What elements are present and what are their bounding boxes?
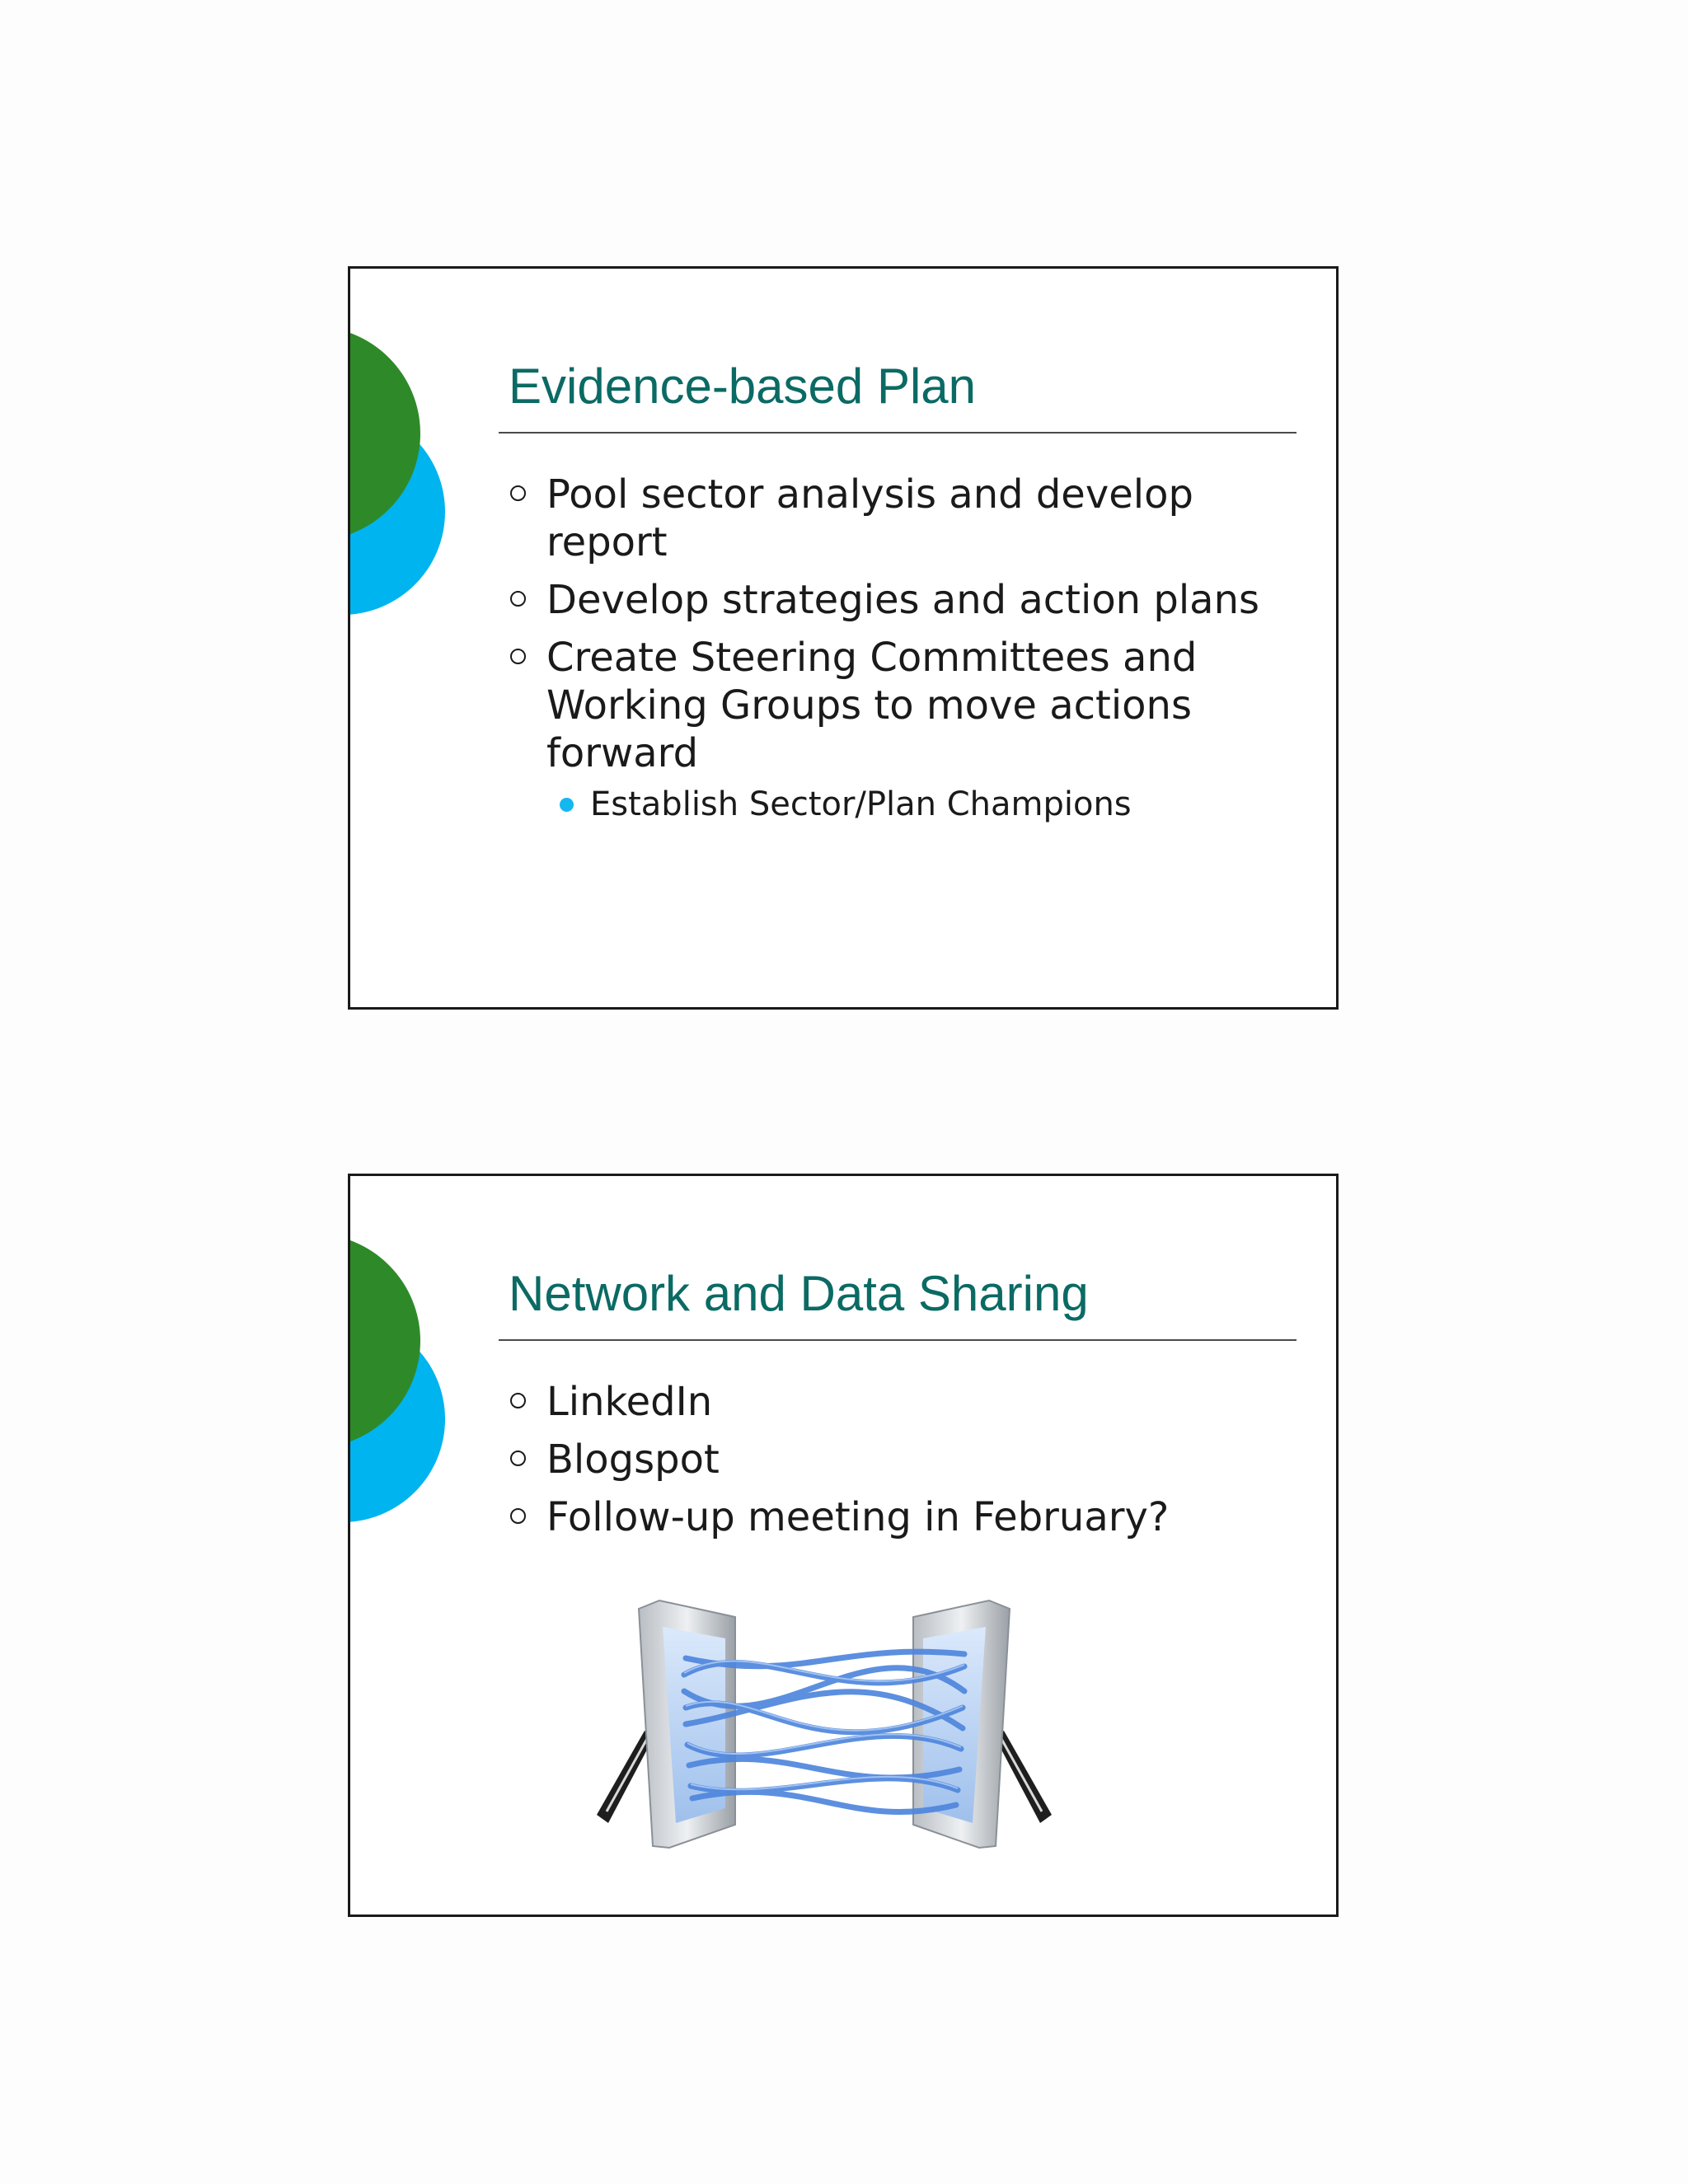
bullet-item — [509, 576, 1300, 624]
bullet-text: Create Steering Committees and — [546, 635, 1198, 681]
bullet-list — [509, 471, 1300, 825]
slide-title: Evidence-based Plan — [509, 359, 977, 414]
bullet-text: forward — [546, 730, 699, 776]
bullet-item — [509, 634, 1300, 777]
networked-monitors-image — [593, 1584, 1055, 1856]
bullet-item — [509, 1436, 1300, 1483]
title-underline — [499, 1339, 1296, 1341]
corner-circles-decoration — [350, 1176, 449, 1572]
bullet-text: report — [546, 519, 668, 565]
corner-circles-decoration — [350, 269, 449, 664]
hollow-circle-bullet-icon — [510, 485, 526, 501]
bullet-item — [509, 1493, 1300, 1541]
sub-bullet-text: Establish Sector/Plan Champions — [590, 785, 1132, 823]
hollow-circle-bullet-icon — [510, 1451, 526, 1466]
right-monitor-stand-icon — [994, 1731, 1052, 1823]
title-underline — [499, 432, 1296, 434]
sub-bullet-item — [509, 784, 1300, 825]
filled-dot-bullet-icon — [560, 798, 574, 812]
slide-title: Network and Data Sharing — [509, 1266, 1089, 1321]
hollow-circle-bullet-icon — [510, 1508, 526, 1524]
left-monitor-stand-icon — [597, 1731, 654, 1823]
slide-evidence-based-plan — [348, 266, 1339, 1010]
bullet-text: Develop strategies and action plans — [546, 577, 1260, 623]
bullet-text: Follow-up meeting in February? — [546, 1494, 1170, 1540]
bullet-item — [509, 1378, 1300, 1426]
bullet-text: LinkedIn — [546, 1379, 713, 1425]
slide-network-and-data-sharing — [348, 1174, 1339, 1917]
bullet-text: Blogspot — [546, 1436, 720, 1483]
bullet-list — [509, 1378, 1300, 1551]
hollow-circle-bullet-icon — [510, 591, 526, 607]
hollow-circle-bullet-icon — [510, 1393, 526, 1408]
bullet-text: Pool sector analysis and develop — [546, 471, 1193, 518]
bullet-item — [509, 471, 1300, 566]
bullet-text: Working Groups to move actions — [546, 682, 1192, 729]
hollow-circle-bullet-icon — [510, 649, 526, 664]
